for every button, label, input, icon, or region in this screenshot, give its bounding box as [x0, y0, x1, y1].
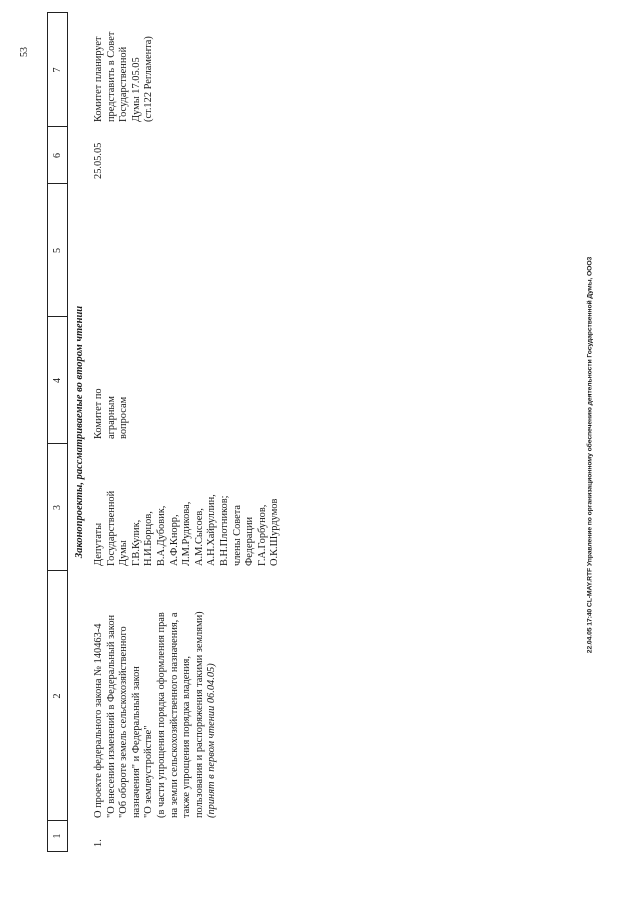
bill-line: "О внесении изменений в Федеральный закон	[105, 614, 117, 818]
bill-description	[93, 578, 219, 818]
table-sheet	[47, 12, 327, 852]
bill-initiators	[93, 466, 282, 566]
initiator-line: Депутаты	[93, 522, 104, 566]
note-line: (ст.122 Регламента)	[143, 36, 155, 122]
initiator-line: Л.М.Рудикова,	[181, 501, 193, 566]
column-number: 5	[52, 248, 63, 253]
note-line: Комитет планирует	[93, 36, 104, 122]
column-number-header	[47, 12, 68, 852]
responsible-committee	[93, 369, 131, 439]
initiator-line: Федерации	[244, 516, 256, 566]
bill-line: пользования и распоряжения такими землями)	[193, 611, 205, 818]
column-number: 7	[52, 67, 63, 73]
committee-line: аграрным	[105, 396, 117, 439]
initiator-line: В.А.Дубовик,	[155, 505, 167, 566]
bill-line: на земли сельскохозяйственного назначения, а	[168, 612, 180, 818]
initiator-line: А.Н.Хайруллин,	[206, 494, 218, 566]
initiator-line: члены Совета	[231, 504, 243, 566]
bill-line: О проекте федерального закона № 140463-4	[93, 623, 104, 818]
initiator-line: А.М.Сысоев,	[193, 508, 205, 566]
initiator-line: Государственной	[105, 490, 117, 566]
initiator-line: О.К.Шурдумов	[269, 498, 281, 566]
bill-line: (в части упрощения порядка оформления прав	[155, 612, 167, 818]
committee-line: вопросам	[118, 396, 130, 439]
document-footer: 22.04.05 17:40 CL-MAY.RTF Управление по организационному обеспечению деятельности Государственной Думы, ООО3	[586, 256, 594, 654]
column-number: 4	[52, 378, 63, 383]
column-number: 1	[52, 833, 63, 839]
bill-line: "О землеустройстве"	[143, 725, 155, 818]
row-number: 1.	[93, 839, 104, 847]
column-number: 3	[52, 505, 63, 510]
note-line: Государственной	[118, 46, 130, 122]
bill-first-reading-note: (принят в первом чтении 06.04.05)	[206, 663, 218, 818]
committee-notes	[93, 12, 156, 122]
initiator-line: Г.А.Горбунов,	[256, 504, 268, 566]
bill-line: также упрощения порядка владения,	[181, 656, 193, 818]
section-title: Законопроекты, рассматриваемые во втором чтении	[74, 305, 85, 559]
initiator-line: В.Н.Плотников;	[218, 495, 230, 566]
bill-line: назначения" и Федеральный закон	[130, 666, 142, 818]
column-number: 6	[52, 153, 63, 158]
initiator-line: Г.В.Кулик,	[130, 519, 142, 566]
committee-line: Комитет по	[93, 388, 104, 439]
column-number: 2	[52, 693, 63, 699]
initiator-line: А.Ф.Кнорр,	[168, 514, 180, 566]
note-line: Думы 17.05.05	[130, 57, 142, 122]
note-line: представить в Совет	[105, 31, 117, 122]
page-number: 53	[19, 47, 30, 57]
initiator-line: Думы	[118, 540, 130, 566]
bill-line: "Об обороте земель сельскохозяйственного	[118, 626, 130, 818]
initiator-line: Н.И.Борцов,	[143, 511, 155, 566]
schedule-date: 25.05.05	[93, 142, 104, 179]
